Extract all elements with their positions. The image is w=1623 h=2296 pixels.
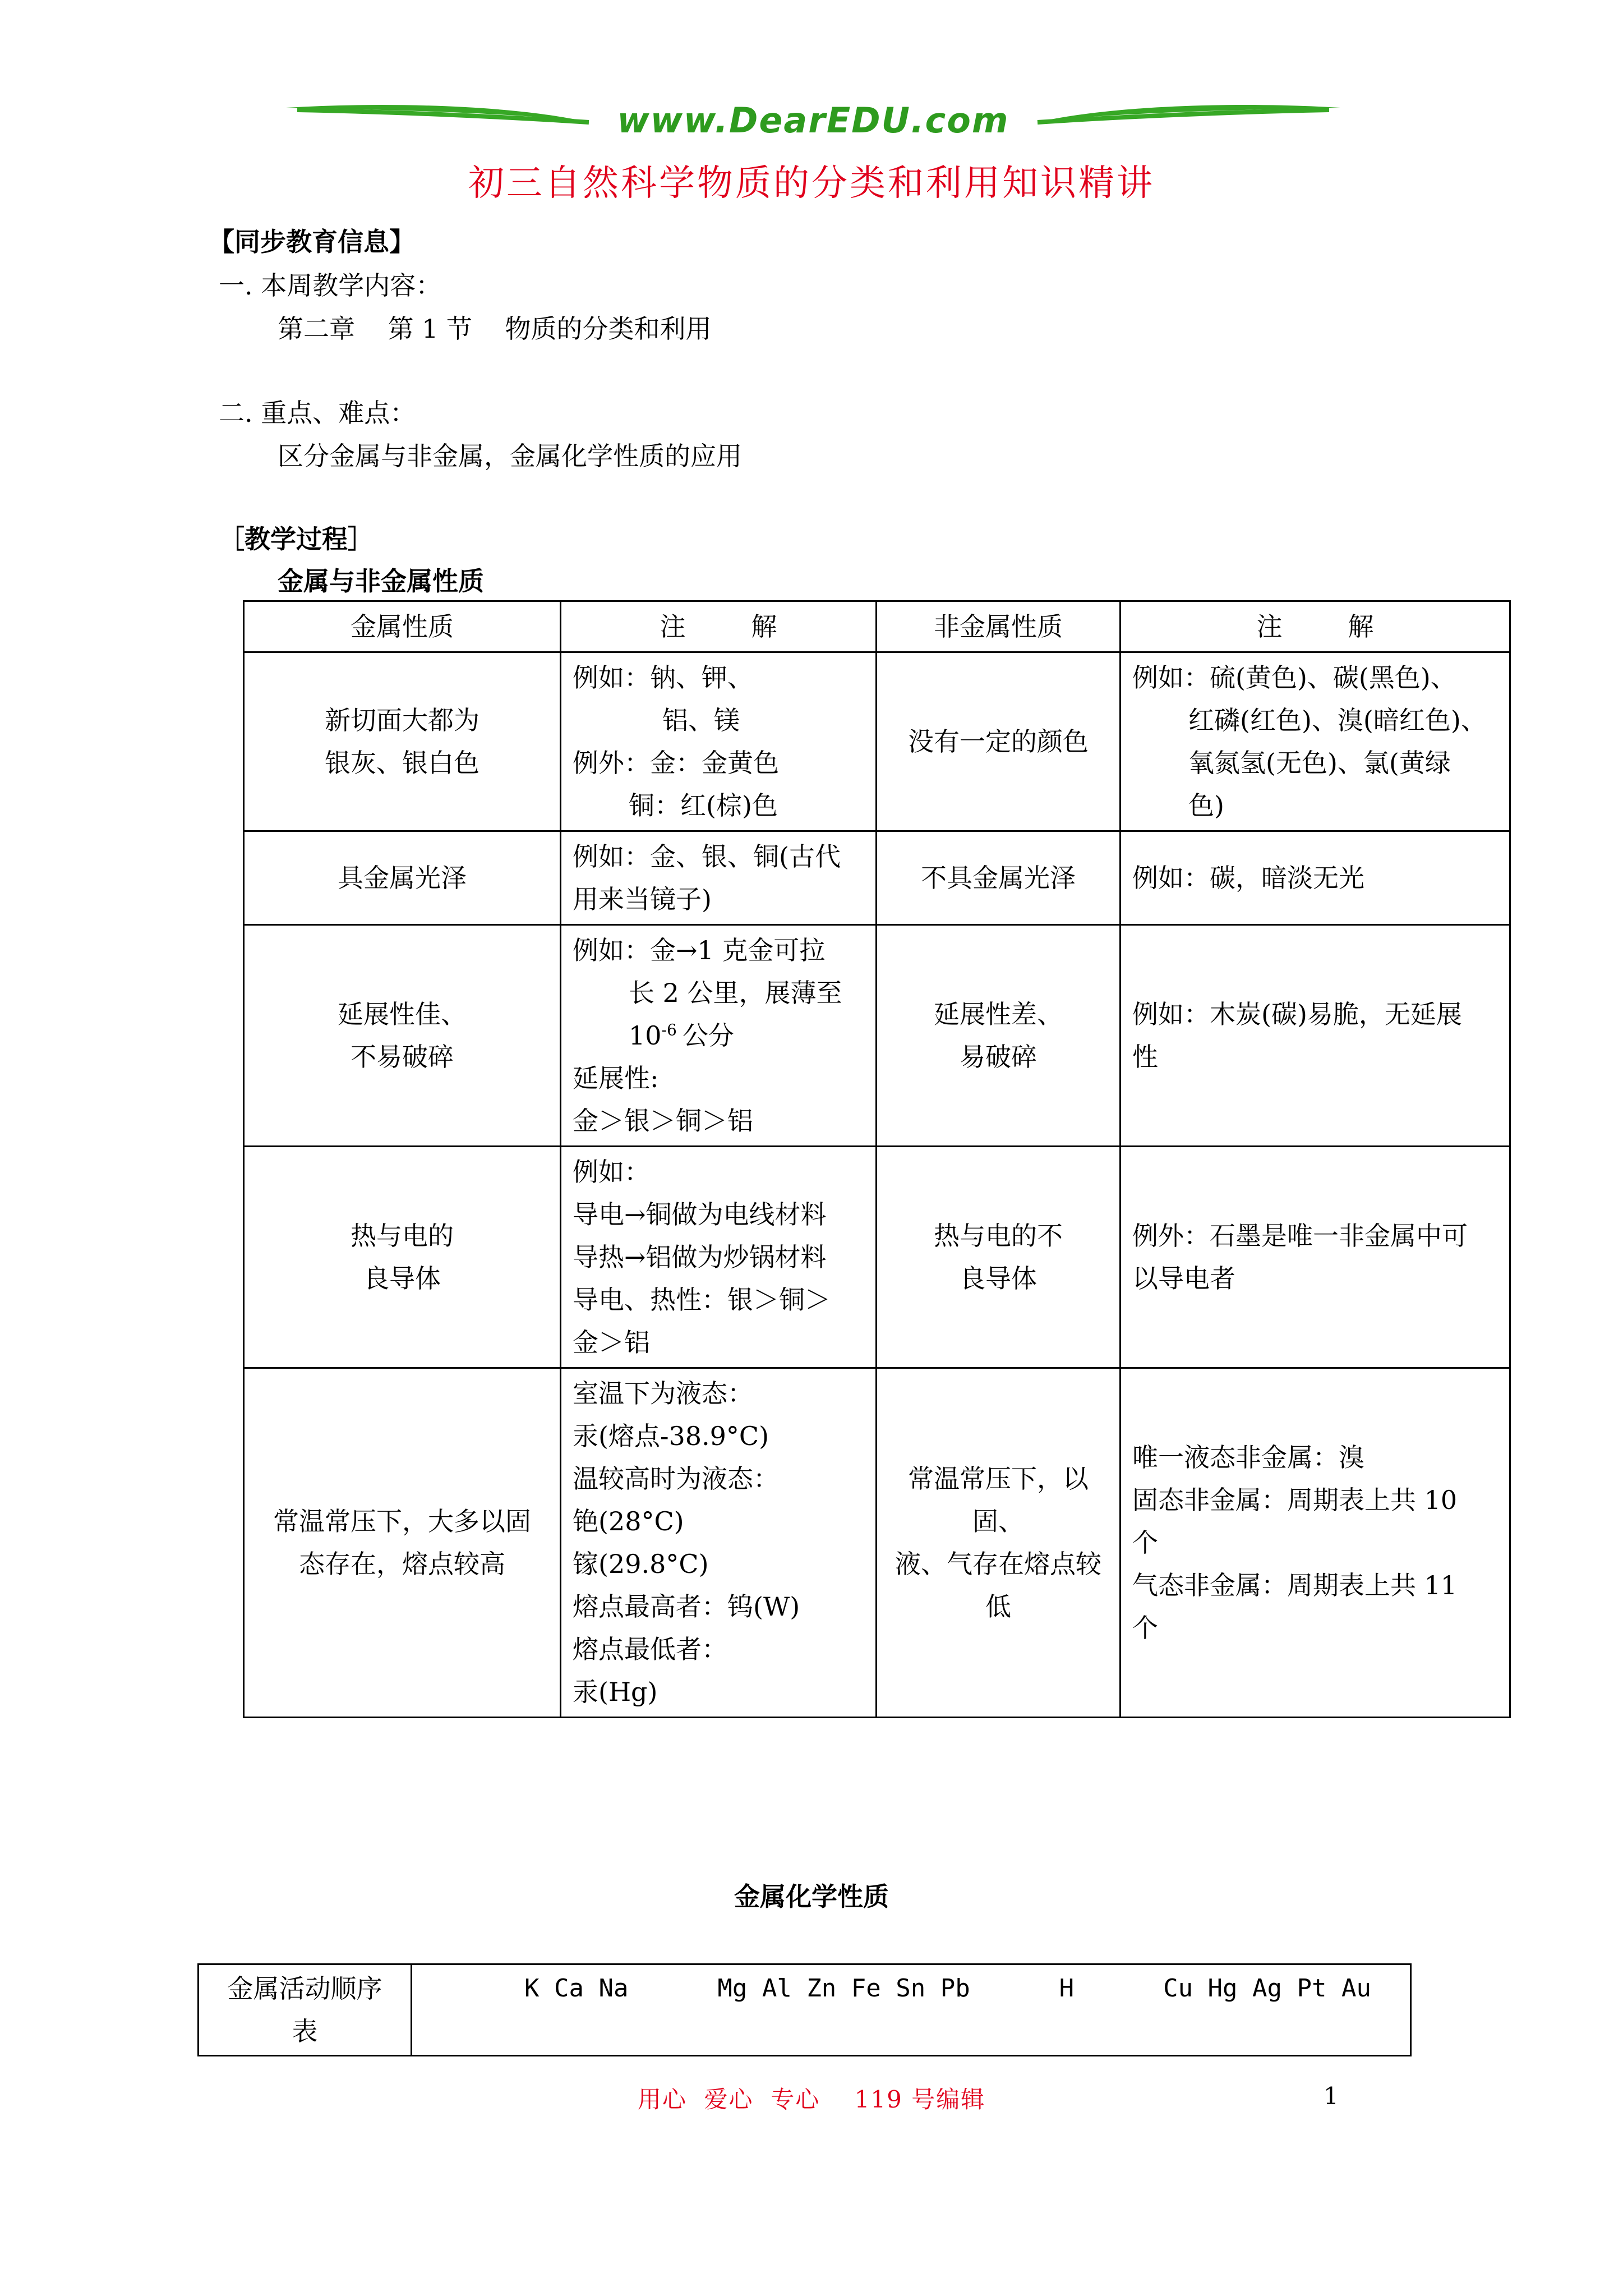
metal-note-cell	[561, 925, 877, 1147]
metal-note-cell	[561, 1147, 877, 1368]
cell-line: 延展性差、	[934, 999, 1063, 1029]
cell-line: 表	[292, 2016, 318, 2046]
cell-line: 导电、热性：银＞铜＞	[573, 1285, 831, 1315]
cell-line: 不具金属光泽	[921, 863, 1076, 893]
metal-property-cell	[244, 1368, 561, 1718]
section1-content: 第二章 第 1 节 物质的分类和利用	[278, 314, 712, 344]
nonmetal-note-cell	[1121, 652, 1510, 831]
cell-line: 金＞银＞铜＞铝	[573, 1106, 753, 1136]
cell-line: 铝、镁	[662, 705, 740, 735]
cell-line: 不易破碎	[351, 1042, 454, 1072]
activity-series-text: K Ca Na Mg Al Zn Fe Sn Pb H Cu Hg Ag Pt Au	[524, 1974, 1371, 2003]
cell-line: 例如：钠、钾、	[573, 662, 753, 693]
unit-text: 公分	[682, 1020, 734, 1051]
metal-property-cell	[244, 652, 561, 831]
cell-line: 良导体	[960, 1263, 1037, 1294]
cell-line: 良导体	[363, 1263, 441, 1294]
cell-line: 液、气存在熔点较	[895, 1549, 1101, 1579]
header-cell: 非金属性质	[877, 601, 1121, 652]
cell-line: 例外：金：金黄色	[573, 748, 779, 778]
cell-line: 汞(熔点-38.9°C)	[573, 1421, 769, 1451]
cell-line: 唯一液态非金属：溴	[1132, 1442, 1364, 1473]
cell-line: 铯(28°C)	[573, 1506, 684, 1536]
cell-line: 具金属光泽	[338, 863, 467, 893]
nonmetal-property-cell	[877, 652, 1121, 831]
exponent: -6	[661, 1020, 677, 1039]
cell-line: 汞(Hg)	[573, 1677, 658, 1707]
table-row	[199, 1964, 1411, 2056]
table-row	[244, 925, 1510, 1147]
metal-property-cell	[244, 831, 561, 925]
nonmetal-property-cell	[877, 831, 1121, 925]
cell-line: 温较高时为液态：	[573, 1464, 779, 1494]
cell-line: 例如：金、银、铜(古代	[573, 841, 841, 872]
cell-line: 固态非金属：周期表上共 10	[1132, 1485, 1458, 1515]
cell-line: 以导电者	[1132, 1263, 1235, 1294]
cell-line: 金属活动顺序	[227, 1973, 382, 2004]
cell-line: 例外：石墨是唯一非金属中可	[1132, 1221, 1468, 1251]
footer-text: 用心 爱心 专心 119 号编辑	[637, 2086, 986, 2113]
cell-line: 金＞铝	[573, 1327, 650, 1358]
cell-line: 熔点最高者：钨(W)	[573, 1591, 800, 1622]
cell-line: 易破碎	[960, 1042, 1037, 1072]
metal-nonmetal-table	[243, 600, 1511, 1718]
metal-note-cell	[561, 831, 877, 925]
site-logo	[286, 95, 1340, 151]
cell-line: 导电→铜做为电线材料	[573, 1199, 827, 1230]
header-cell: 注 解	[561, 601, 877, 652]
cell-line: 例如：碳，暗淡无光	[1132, 863, 1364, 893]
table-row	[244, 652, 1510, 831]
cell-line: 热与电的	[351, 1221, 454, 1251]
cell-line: 常温常压下，大多以固	[273, 1506, 531, 1536]
nonmetal-property-cell	[877, 925, 1121, 1147]
cell-line: 用来当镜子)	[573, 884, 712, 914]
cell-line: 导热→铝做为炒锅材料	[573, 1242, 827, 1272]
table-row	[244, 831, 1510, 925]
cell-line: 铜：红(棕)色	[629, 790, 778, 821]
activity-series-cell	[412, 1964, 1411, 2056]
section2-label: 二. 重点、难点：	[219, 398, 416, 428]
page-number: 1	[1324, 2082, 1339, 2110]
cell-line: 长 2 公里，展薄至	[629, 978, 842, 1008]
cell-line: 室温下为液态：	[573, 1378, 753, 1409]
cell-line: 色)	[1188, 790, 1224, 821]
exponent-base: 10	[629, 1020, 662, 1051]
cell-line: 态存在，熔点较高	[299, 1549, 505, 1579]
metal-property-cell	[244, 925, 561, 1147]
sync-info-heading: 【同步教育信息】	[209, 227, 415, 257]
logo-text: www.DearEDU.com	[617, 100, 1009, 141]
metal-note-cell	[561, 1368, 877, 1718]
nonmetal-note-cell	[1121, 925, 1510, 1147]
cell-line: 延展性佳、	[338, 999, 467, 1029]
cell-line	[573, 1014, 864, 1057]
cell-line: 红磷(红色)、溴(暗红色)、	[1188, 705, 1487, 735]
section1-label: 一. 本周教学内容：	[219, 270, 442, 301]
section2-content: 区分金属与非金属，金属化学性质的应用	[278, 441, 742, 471]
cell-line: 常温常压下，以固、	[908, 1464, 1089, 1536]
cell-line: 低	[985, 1591, 1011, 1622]
cell-line: 例如：金→1 克金可拉	[573, 935, 826, 965]
cell-line: 新切面大都为	[325, 705, 479, 735]
header-cell: 金属性质	[244, 601, 561, 652]
table-row	[244, 1147, 1510, 1368]
cell-line: 气态非金属：周期表上共 11	[1132, 1570, 1458, 1600]
table-row	[244, 1368, 1510, 1718]
cell-line: 镓(29.8°C)	[573, 1549, 709, 1579]
nonmetal-note-cell	[1121, 831, 1510, 925]
table2-caption: 金属化学性质	[734, 1881, 889, 1912]
cell-line: 例如：木炭(碳)易脆，无延展	[1132, 999, 1462, 1029]
metal-note-cell	[561, 652, 877, 831]
header-cell: 注 解	[1121, 601, 1510, 652]
metal-property-cell	[244, 1147, 561, 1368]
cell-line: 没有一定的颜色	[908, 726, 1089, 757]
activity-series-table	[197, 1963, 1412, 2056]
cell-line: 性	[1132, 1042, 1158, 1072]
process-heading: ［教学过程］	[219, 524, 374, 554]
document-title: 初三自然科学物质的分类和利用知识精讲	[468, 163, 1155, 204]
cell-line: 个	[1132, 1613, 1158, 1643]
cell-line: 银灰、银白色	[325, 748, 479, 778]
nonmetal-property-cell	[877, 1368, 1121, 1718]
cell-line: 氧氮氢(无色)、氯(黄绿	[1188, 748, 1451, 778]
cell-line: 热与电的不	[934, 1221, 1063, 1251]
nonmetal-note-cell	[1121, 1147, 1510, 1368]
cell-line: 熔点最低者：	[573, 1634, 727, 1664]
table-header-row	[244, 601, 1510, 652]
nonmetal-note-cell	[1121, 1368, 1510, 1718]
activity-series-label-cell	[199, 1964, 412, 2056]
cell-line: 例如：硫(黄色)、碳(黑色)、	[1132, 662, 1456, 693]
table1-caption: 金属与非金属性质	[278, 566, 484, 596]
cell-line: 例如：	[573, 1157, 650, 1187]
cell-line: 个	[1132, 1527, 1158, 1558]
cell-line: 延展性:	[573, 1063, 659, 1093]
nonmetal-property-cell	[877, 1147, 1121, 1368]
